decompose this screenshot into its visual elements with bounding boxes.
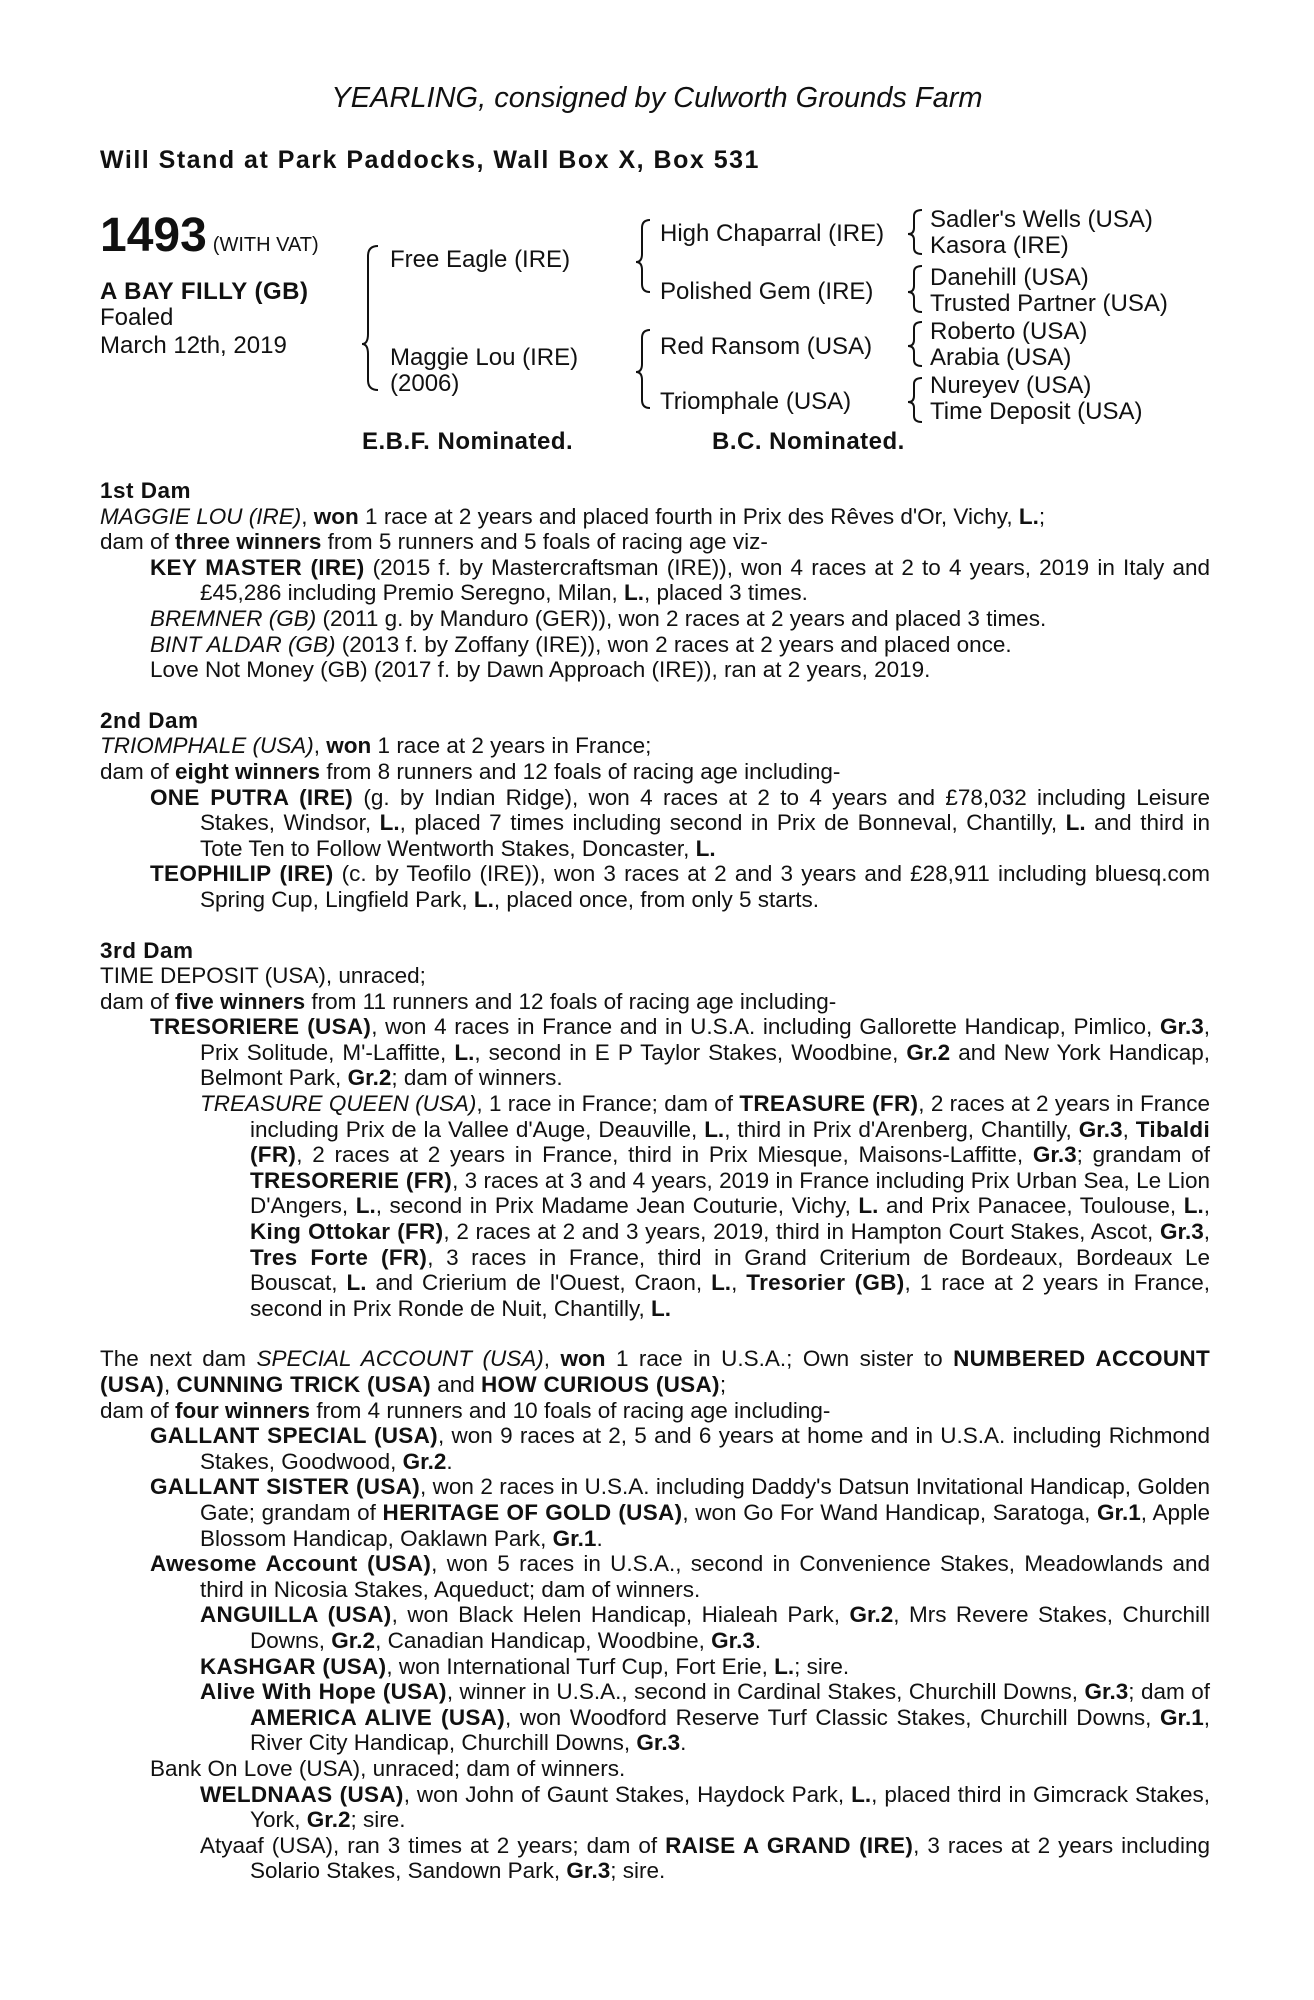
produce-entry: Awesome Account (USA), won 5 races in U.S.A., second in Convenience Stakes, Meadowlands and third in Nicosia Stakes, Aqueduct; dam of winners. xyxy=(150,1551,1210,1602)
foaled-value: March 12th, 2019 xyxy=(100,332,287,359)
produce-entry: TREASURE QUEEN (USA), 1 race in France; dam of TREASURE (FR), 2 races at 2 years in France including Prix de la Vallee d'Auge, Deauville, L., third in Prix d'Arenberg, Chantilly, Gr.3, Tibaldi (FR), 2 races at 2 years in France, third in Prix Miesque, Maisons-Laffitte, Gr.3; grandam of TRESORERIE (FR), 3 races at 3 and 4 years, 2019 in France including Prix Urban Sea, Le Lion D'Angers, L., second in Prix Madame Jean Couturie, Vichy, L. and Prix Panacee, Toulouse, L., King Ottokar (FR), 2 races at 2 and 3 years, 2019, third in Hampton Court Stakes, Ascot, Gr.3, Tres Forte (FR), 3 races in France, third in Grand Criterium de Bordeaux, Bordeaux Le Bouscat, L. and Crierium de l'Ouest, Craon, L., Tresorier (GB), 1 race at 2 years in France, second in Prix Ronde de Nuit, Chantilly, L. xyxy=(200,1091,1210,1321)
pedigree-sss: Sadler's Wells (USA) xyxy=(930,206,1153,233)
pedigree-sire-sire: High Chaparral (IRE) xyxy=(660,220,885,247)
third-dam-title: 3rd Dam xyxy=(100,937,194,963)
pedigree-dam-dam: Triomphale (USA) xyxy=(660,388,852,415)
produce-entry: WELDNAAS (USA), won John of Gaunt Stakes, Haydock Park, L., placed third in Gimcrack Stakes, York, Gr.2; sire. xyxy=(200,1781,1210,1833)
pedigree-sdd: Trusted Partner (USA) xyxy=(930,290,1168,317)
next-dam-section xyxy=(100,1346,1210,1883)
pedigree-dam-sire: Red Ransom (USA) xyxy=(660,333,873,360)
produce-entry: GALLANT SPECIAL (USA), won 9 races at 2, 5 and 6 years at home and in U.S.A. including Richmond Stakes, Goodwood, Gr.2. xyxy=(150,1423,1210,1474)
produce-entry: KEY MASTER (IRE) (2015 f. by Mastercraftsman (IRE)), won 4 races at 2 to 4 years, 2019 in Italy and £45,286 including Premio Seregno, Milan, L., placed 3 times. xyxy=(150,554,1210,606)
first-dam-paragraph: MAGGIE LOU (IRE), won 1 race at 2 years and placed fourth in Prix des Rêves d'Or, Vichy, L.; dam of three winners from 5 runners and 5 foals of racing age viz- xyxy=(100,503,1046,555)
ebf-nominated: E.B.F. Nominated. xyxy=(362,428,574,455)
horse-description: A BAY FILLY (GB) xyxy=(100,278,309,305)
produce-entry: KASHGAR (USA), won International Turf Cup, Fort Erie, L.; sire. xyxy=(200,1653,850,1679)
produce-entry: ANGUILLA (USA), won Black Helen Handicap, Hialeah Park, Gr.2, Mrs Revere Stakes, Churchill Downs, Gr.2, Canadian Handicap, Woodbine, Gr.3. xyxy=(200,1602,1210,1653)
first-dam-title: 1st Dam xyxy=(100,478,192,503)
consignor-header: YEARLING, consigned by Culworth Grounds Farm xyxy=(331,82,983,114)
produce-entry: TEOPHILIP (IRE) (c. by Teofilo (IRE)), won 3 races at 2 and 3 years and £28,911 including bluesq.com Spring Cup, Lingfield Park, L., placed once, from only 5 starts. xyxy=(150,861,1210,912)
foaled-label: Foaled xyxy=(100,304,174,331)
third-dam-section xyxy=(100,938,1210,1322)
second-dam-title: 2nd Dam xyxy=(100,707,199,733)
first-dam-section xyxy=(100,478,1210,683)
pedigree-sire: Free Eagle (IRE) xyxy=(390,246,571,273)
vat-note: (WITH VAT) xyxy=(212,234,319,256)
produce-entry: BREMNER (GB) (2011 g. by Manduro (GER)), won 2 races at 2 years and placed 3 times. xyxy=(150,605,1047,631)
produce-entry: Love Not Money (GB) (2017 f. by Dawn Approach (IRE)), ran at 2 years, 2019. xyxy=(150,657,931,683)
pedigree-sire-dam: Polished Gem (IRE) xyxy=(660,278,874,305)
produce-entry: BINT ALDAR (GB) (2013 f. by Zoffany (IRE)), won 2 races at 2 years and placed once. xyxy=(150,631,1012,657)
lot-number: 1493 xyxy=(100,209,207,262)
produce-entry: Alive With Hope (USA), winner in U.S.A., second in Cardinal Stakes, Churchill Downs, Gr.3; dam of AMERICA ALIVE (USA), won Woodford Reserve Turf Classic Stakes, Churchill Downs, Gr.1, River City Handicap, Churchill Downs, Gr.3. xyxy=(200,1679,1210,1756)
bc-nominated: B.C. Nominated. xyxy=(712,428,905,455)
produce-record xyxy=(100,478,1210,1909)
pedigree-dam-year: (2006) xyxy=(390,370,460,397)
pedigree-dss: Roberto (USA) xyxy=(930,318,1088,345)
second-dam-paragraph: TRIOMPHALE (USA), won 1 race at 2 years in France; dam of eight winners from 8 runners and 12 foals of racing age including- xyxy=(100,733,841,784)
second-dam-section xyxy=(100,708,1210,913)
produce-entry: Atyaaf (USA), ran 3 times at 2 years; dam of RAISE A GRAND (IRE), 3 races at 2 years including Solario Stakes, Sandown Park, Gr.3; sire. xyxy=(200,1832,1210,1884)
pedigree-dam: Maggie Lou (IRE) xyxy=(390,344,579,371)
pedigree-sds: Danehill (USA) xyxy=(930,264,1089,291)
pedigree-dsd: Arabia (USA) xyxy=(930,344,1072,371)
pedigree-ssd: Kasora (IRE) xyxy=(930,232,1069,259)
pedigree-dds: Nureyev (USA) xyxy=(930,372,1092,399)
stand-location: Will Stand at Park Paddocks, Wall Box X, Box 531 xyxy=(100,146,760,174)
produce-entry: ONE PUTRA (IRE) (g. by Indian Ridge), won 4 races at 2 to 4 years and £78,032 including Leisure Stakes, Windsor, L., placed 7 times including second in Prix de Bonneval, Chantilly, L. and third in Tote Ten to Follow Wentworth Stakes, Doncaster, L. xyxy=(150,784,1210,861)
pedigree-ddd: Time Deposit (USA) xyxy=(930,398,1143,425)
produce-entry: TRESORIERE (USA), won 4 races in France and in U.S.A. including Gallorette Handicap, Pimlico, Gr.3, Prix Solitude, M'-Laffitte, L., second in E P Taylor Stakes, Woodbine, Gr.2 and New York Handicap, Belmont Park, Gr.2; dam of winners. xyxy=(150,1014,1211,1091)
next-dam-paragraph: The next dam SPECIAL ACCOUNT (USA), won 1 race in U.S.A.; Own sister to NUMBERED ACCOUNT (USA), CUNNING TRICK (USA) and HOW CURIOUS (USA); dam of four winners from 4 runners and 10 foals of racing age including- xyxy=(100,1346,1211,1423)
third-dam-paragraph: TIME DEPOSIT (USA), unraced; dam of five winners from 11 runners and 12 foals of racing age including- xyxy=(100,963,837,1014)
produce-entry: Bank On Love (USA), unraced; dam of winners. xyxy=(150,1755,626,1781)
produce-entry: GALLANT SISTER (USA), won 2 races in U.S.A. including Daddy's Datsun Invitational Handicap, Golden Gate; grandam of HERITAGE OF GOLD (USA), won Go For Wand Handicap, Saratoga, Gr.1, Apple Blossom Handicap, Oaklawn Park, Gr.1. xyxy=(150,1474,1210,1551)
